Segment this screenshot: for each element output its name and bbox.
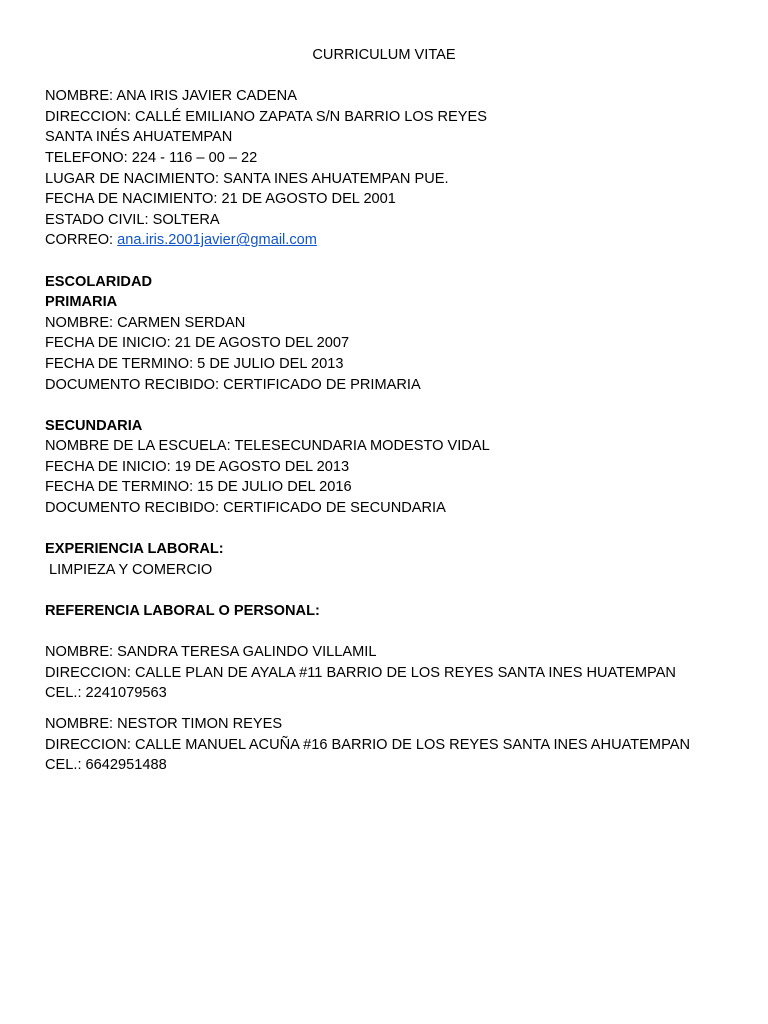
experiencia-heading: EXPERIENCIA LABORAL:: [45, 541, 224, 558]
spacer: [45, 704, 735, 714]
primaria-documento: DOCUMENTO RECIBIDO: CERTIFICADO DE PRIMARIA: [45, 376, 421, 393]
personal-info-section: [45, 86, 735, 251]
secundaria-fecha-termino: FECHA DE TERMINO: 15 DE JULIO DEL 2016: [45, 479, 352, 496]
personal-lugar-nacimiento: LUGAR DE NACIMIENTO: SANTA INES AHUATEMPAN PUE.: [45, 170, 449, 187]
document-title: CURRICULUM VITAE: [312, 47, 456, 63]
referencia-cel: CEL.: 6642951488: [45, 757, 167, 774]
escolaridad-heading: ESCOLARIDAD: [45, 273, 153, 290]
experiencia-value: LIMPIEZA Y COMERCIO: [49, 561, 213, 578]
personal-direccion-line-2: SANTA INÉS AHUATEMPAN: [45, 129, 233, 146]
personal-telefono: TELEFONO: 224 - 116 – 00 – 22: [45, 149, 258, 166]
email-link[interactable]: ana.iris.2001javier@gmail.com: [117, 232, 317, 249]
referencia-item: [45, 714, 735, 776]
spacer: [45, 251, 735, 272]
primaria-fecha-inicio: FECHA DE INICIO: 21 DE AGOSTO DEL 2007: [45, 335, 350, 352]
referencia-direccion: DIRECCION: CALLE MANUEL ACUÑA #16 BARRIO DE LOS REYES SANTA INES AHUATEMPAN: [45, 736, 691, 753]
personal-direccion-line-1: DIRECCION: CALLÉ EMILIANO ZAPATA S/N BARRIO LOS REYES: [45, 108, 487, 125]
spacer: [45, 622, 735, 643]
referencia-direccion: DIRECCION: CALLE PLAN DE AYALA #11 BARRIO DE LOS REYES SANTA INES HUATEMPAN: [45, 664, 676, 681]
personal-estado-civil: ESTADO CIVIL: SOLTERA: [45, 211, 220, 228]
referencia-nombre: NOMBRE: NESTOR TIMON REYES: [45, 716, 283, 732]
secundaria-heading: SECUNDARIA: [45, 417, 143, 434]
secundaria-fecha-inicio: FECHA DE INICIO: 19 DE AGOSTO DEL 2013: [45, 458, 350, 475]
personal-correo: [45, 230, 735, 251]
secundaria-documento: DOCUMENTO RECIBIDO: CERTIFICADO DE SECUNDARIA: [45, 500, 446, 517]
spacer: [45, 395, 735, 416]
spacer: [45, 580, 735, 601]
referencia-cel: CEL.: 2241079563: [45, 685, 167, 702]
secundaria-nombre: NOMBRE DE LA ESCUELA: TELESECUNDARIA MODESTO VIDAL: [45, 438, 490, 455]
primaria-nombre: NOMBRE: CARMEN SERDAN: [45, 314, 246, 331]
experiencia-section: [45, 539, 735, 580]
primaria-fecha-termino: FECHA DE TERMINO: 5 DE JULIO DEL 2013: [45, 355, 344, 372]
personal-fecha-nacimiento: FECHA DE NACIMIENTO: 21 DE AGOSTO DEL 2001: [45, 191, 396, 208]
referencia-item: [45, 642, 735, 704]
correo-label: CORREO:: [45, 232, 118, 249]
document-page: [45, 45, 735, 776]
spacer: [45, 519, 735, 540]
referencia-nombre: NOMBRE: SANDRA TERESA GALINDO VILLAMIL: [45, 644, 377, 661]
spacer: [45, 66, 735, 87]
personal-nombre: NOMBRE: ANA IRIS JAVIER CADENA: [45, 88, 297, 105]
referencias-heading: REFERENCIA LABORAL O PERSONAL:: [45, 603, 320, 620]
primaria-heading: PRIMARIA: [45, 294, 118, 311]
referencias-section: [45, 601, 735, 776]
escolaridad-section: [45, 272, 735, 519]
